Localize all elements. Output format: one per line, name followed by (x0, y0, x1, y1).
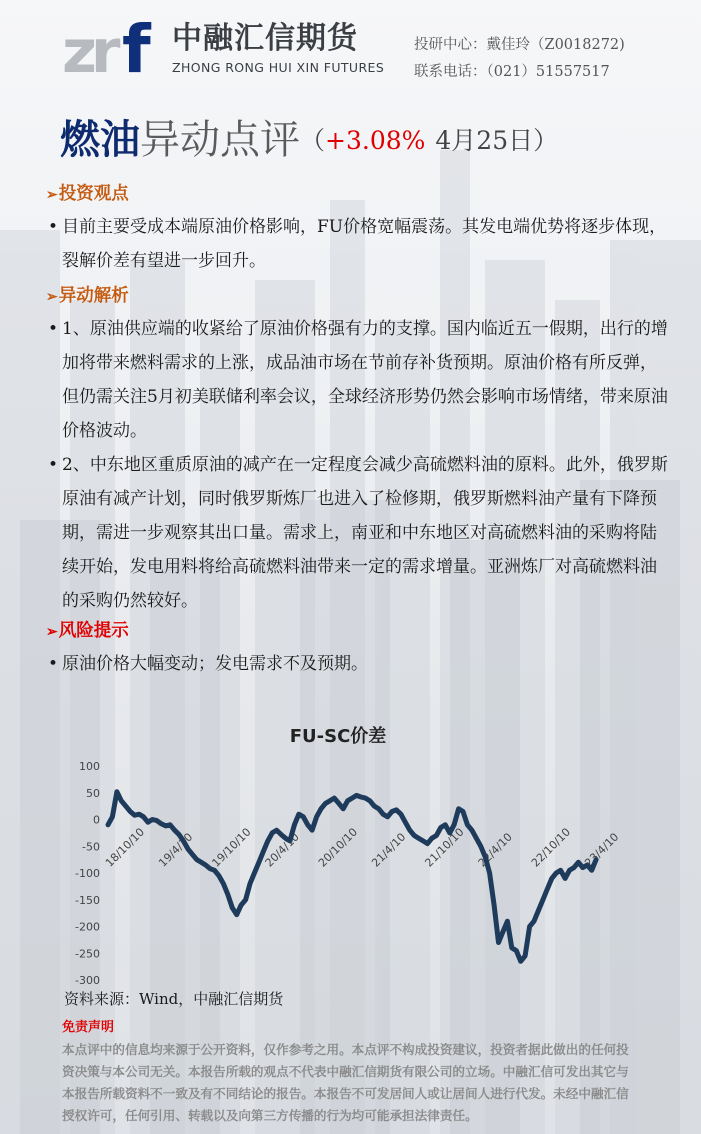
bullet-icon: • (48, 654, 59, 674)
analysis-text-2: 2、中东地区重质原油的减产在一定程度会减少高硫燃料油的原料。此外，俄罗斯原油有减产计划，同时俄罗斯炼厂也进入了检修期，俄罗斯燃料油产量有下降预期，需进一步观察其出口量。需求上，南亚和中东地区对高硫燃料油的采购将陆续开始，发电用料将给高硫燃料油带来一定的需求增量。亚洲炼厂对高硫燃料油的采购仍然较好。 (62, 455, 668, 611)
brand-name-en: ZHONG RONG HUI XIN FUTURES (172, 60, 385, 75)
risk-text: 原油价格大幅变动；发电需求不及预期。 (62, 654, 368, 674)
x-tick-label: 23/4/10 (582, 830, 622, 870)
y-tick-label: -100 (75, 867, 100, 880)
y-tick-label: 50 (86, 786, 100, 800)
contact-info (414, 32, 625, 86)
arrow-icon: ➢ (46, 187, 58, 203)
analysis-paragraph-2 (48, 448, 668, 618)
view-text: 目前主要受成本端原油价格影响，FU价格宽幅震荡。其发电端优势将逐步体现，裂解价差有望进一步回升。 (62, 217, 667, 271)
x-tick-label: 20/4/10 (262, 830, 302, 870)
title-type: 异动点评 (140, 117, 300, 163)
arrow-icon: ➢ (46, 624, 58, 640)
y-tick-label: -150 (75, 893, 100, 907)
view-paragraph (48, 210, 668, 278)
disclaimer-body: 本点评中的信息均来源于公开资料，仅作参考之用。本点评不构成投资建议，投资者据此做出的任何投资决策与本公司无关。本报告所载的观点不代表中融汇信期货有限公司的立场。中融汇信可发出其它与本报告所载资料不一致及有不同结论的报告。本报告不可发居间人或让居间人进行代发。未经中融汇信授权许可，任何引用、转载以及向第三方传播的行为均可能承担法律责任。 (62, 1042, 629, 1123)
section-view-heading (46, 182, 129, 207)
section-analysis-title: 异动解析 (58, 286, 129, 306)
disclaimer-title: 免责声明 (62, 1020, 115, 1035)
x-tick-label: 19/10/10 (209, 825, 254, 870)
brand-name-cn: 中融汇信期货 (172, 21, 358, 56)
title-product: 燃油 (60, 116, 140, 163)
brand-name (172, 22, 384, 75)
x-tick-label: 18/10/10 (102, 825, 148, 870)
chart-title: FU-SC价差 (289, 726, 387, 747)
y-tick-label: -50 (82, 840, 100, 854)
x-tick-label: 19/4/10 (156, 830, 196, 870)
data-source: 资料来源：Wind，中融汇信期货 (64, 990, 284, 1008)
title-paren-open: （ (300, 126, 326, 155)
title-change: +3.08% (325, 126, 426, 155)
y-axis (75, 760, 100, 987)
x-tick-label: 22/10/10 (528, 825, 574, 870)
y-tick-label: 0 (93, 813, 100, 827)
y-tick-label: -250 (75, 947, 100, 961)
section-analysis-heading (46, 284, 129, 309)
y-tick-label: -300 (75, 974, 100, 987)
fu-sc-spread-chart (40, 710, 640, 990)
section-view-title: 投资观点 (58, 184, 129, 204)
svg-text:f: f (122, 16, 151, 80)
section-risk-heading (46, 619, 129, 644)
arrow-icon: ➢ (46, 289, 58, 305)
series-line (108, 792, 596, 962)
x-tick-label: 22/4/10 (475, 830, 515, 870)
bullet-icon: • (48, 319, 59, 339)
page-title (60, 116, 558, 165)
risk-paragraph (48, 647, 668, 681)
bullet-icon: • (48, 217, 59, 237)
analysis-paragraph-1 (48, 312, 668, 448)
logo-mark-icon (58, 16, 166, 80)
contact-phone: 联系电话：（021）51557517 (414, 64, 610, 80)
svg-text:zr: zr (62, 17, 115, 80)
y-tick-label: 100 (79, 760, 100, 773)
x-tick-label: 21/4/10 (369, 830, 409, 870)
section-risk-title: 风险提示 (58, 621, 129, 641)
analysis-text-1: 1、原油供应端的收紧给了原油价格强有力的支撑。国内临近五一假期，出行的增加将带来燃料需求的上涨，成品油市场在节前存补货预期。原油价格有所反弹，但仍需关注5月初美联储利率会议，全球经济形势仍然会影响市场情绪，带来原油价格波动。 (62, 319, 668, 441)
x-tick-label: 20/10/10 (315, 825, 361, 870)
x-tick-label: 21/10/10 (422, 825, 467, 870)
company-logo (58, 16, 166, 84)
contact-analyst: 投研中心：戴佳玲（Z0018272) (414, 37, 625, 53)
y-tick-label: -200 (75, 920, 100, 934)
title-paren-close: ） (533, 126, 559, 155)
x-axis (103, 825, 621, 869)
bullet-icon: • (48, 455, 59, 475)
title-date: 4月25日 (435, 126, 534, 155)
